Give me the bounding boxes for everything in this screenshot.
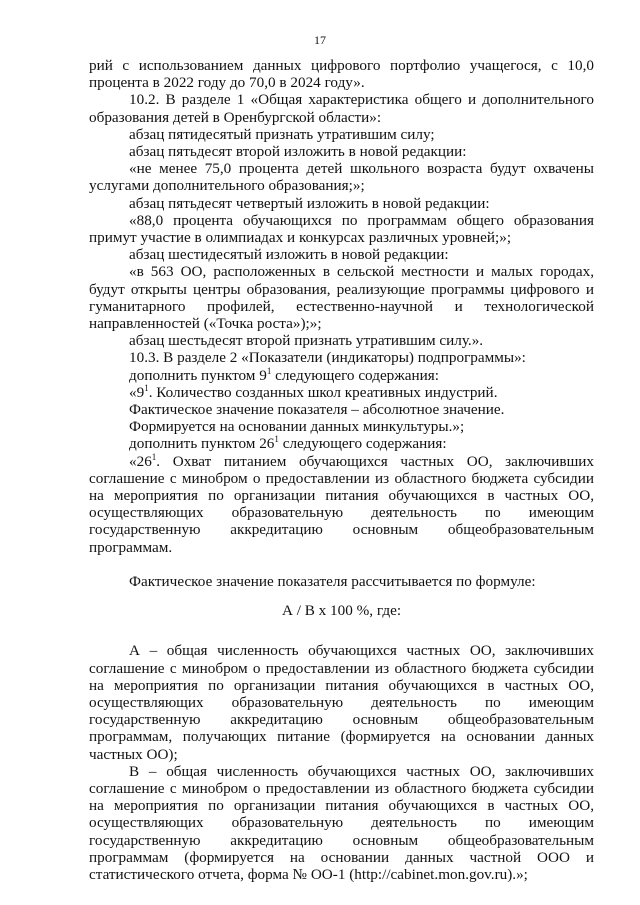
paragraph: абзац пятьдесят четвертый изложить в новой редакции: [129, 194, 490, 212]
paragraph-quote: «88,0 процента обучающихся по программам общего образования примут участие в олимпиадах и конкурсах различных уровней;»; [89, 211, 594, 247]
paragraph-definition-b: В – общая численность обучающихся частных ОО, заключивших соглашение с минобром о предоставлении из областного бюджета субсидии на мероприятия по организации питания обучающихся в частных ОО, осуществляющих образовательную деятельность по имеющим государственную аккредитацию основным общеобразовательным программам (формируется на основании данных частной ООО и статистического отчета, форма № ОО-1 (http://cabinet.mon.gov.ru).»; [89, 762, 594, 883]
paragraph-add-item-26: дополнить пунктом $26^1$ следующего содержания: [129, 434, 447, 453]
formula: А / В х 100 %, где: [281, 602, 402, 620]
page-number: 17 [314, 33, 326, 47]
paragraph-continuation: рий с использованием данных цифрового портфолио учащегося, с 10,0 процента в 2022 году до 70,0 в 2024 году». [89, 57, 594, 92]
paragraph-quote: «в 563 ОО, расположенных в сельской местности и малых городах, будут открыты центры образования, реализующие программы цифрового и гуманитарного профилей, естественно-научной и технологической направленностей («Точка роста»);»; [89, 263, 594, 333]
paragraph-quote: «не менее 75,0 процента детей школьного возраста будут охвачены услугами дополнительного образования;»; [89, 160, 594, 195]
paragraph: абзац пятидесятый признать утратившим силу; [129, 125, 435, 143]
paragraph-formula-intro: Фактическое значение показателя рассчитывается по формуле: [129, 572, 536, 590]
document-body [89, 57, 594, 883]
paragraph: абзац шестидесятый изложить в новой редакции: [129, 246, 449, 264]
paragraph-item-9: «$9^1$. Количество созданных школ креативных индустрий. [129, 382, 498, 401]
paragraph-item-26: «$26^1$. Охват питанием обучающихся частных ОО, заключивших соглашение с минобром о предоставлении из областного бюджета субсидии на мероприятия по организации питания обучающихся в частных ОО, осуществляющих образовательную деятельность по имеющим государственную аккредитацию основным общеобразовательным программам. [89, 451, 594, 556]
paragraph-item-9-source: Формируется на основании данных минкультуры.»; [129, 418, 465, 436]
paragraph-10-3-heading: 10.3. В разделе 2 «Показатели (индикаторы) подпрограммы»: [129, 349, 526, 367]
paragraph-definition-a: А – общая численность обучающихся частных ОО, заключивших соглашение с минобром о предоставлении из областного бюджета субсидии на мероприятия по организации питания обучающихся в частных ОО, осуществляющих образовательную деятельность по имеющим государственную аккредитацию основным общеобразовательным программам, получающих питание (формируется на основании данных частных ОО); [89, 642, 594, 763]
paragraph-item-9-fact: Фактическое значение показателя – абсолютное значение. [129, 401, 505, 419]
paragraph: абзац пятьдесят второй изложить в новой редакции: [129, 143, 467, 161]
paragraph: абзац шестьдесят второй признать утратившим силу.». [129, 332, 484, 350]
paragraph-add-item-9: дополнить пунктом $9^1$ следующего содержания: [129, 365, 439, 384]
paragraph-10-2-heading: 10.2. В разделе 1 «Общая характеристика общего и дополнительного образования детей в Оренбургской области»: [89, 91, 594, 126]
